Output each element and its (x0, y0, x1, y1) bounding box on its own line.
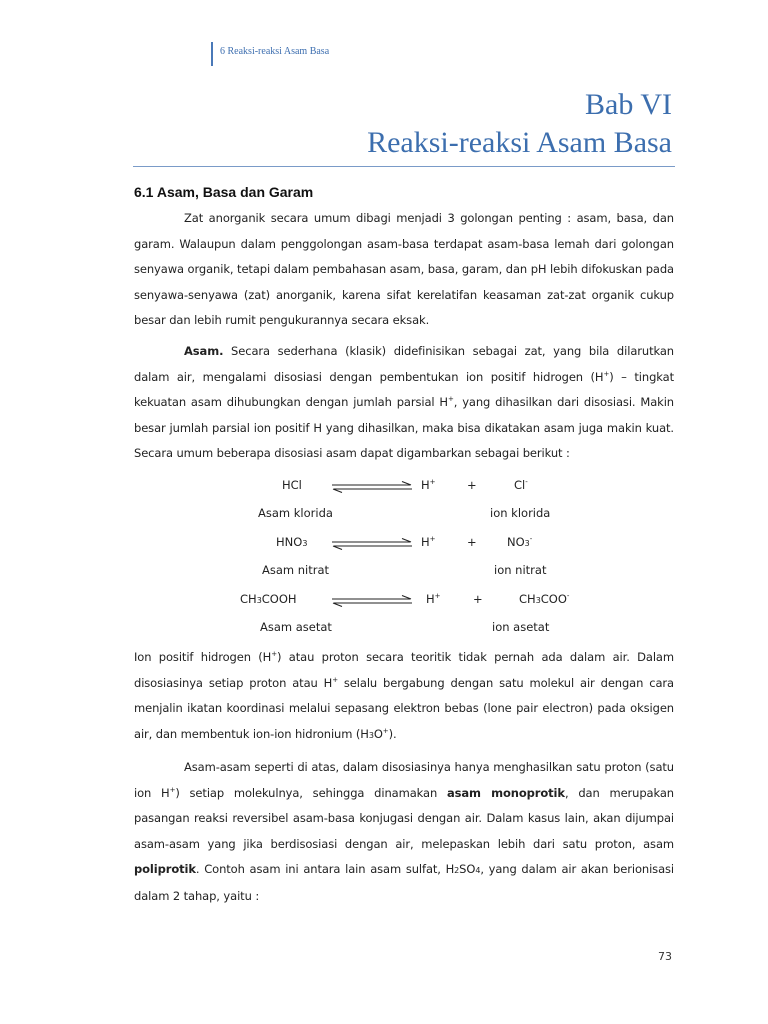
formula-part: CH (240, 592, 257, 606)
text-run: , dan merupakan pasangan reaksi reversibel asam-basa konjugasi dengan air. Dalam kasus lain, akan dijumpai asam-asam yang jika berdisosiasi dengan air, melepaskan lebih dari satu proton, asam (134, 785, 675, 851)
text-run: selalu bergabung dengan satu molekul air dengan cara menjalin ikatan koordinasi melalui sepasang elektron bebas (lone pair electron) pada oksigen air, dan membentuk ion-ion hidronium (H (134, 675, 674, 741)
superscript: + (603, 369, 610, 378)
equilibrium-arrow-icon (330, 538, 414, 550)
text-run: SO (459, 862, 476, 876)
formula-part: HNO (276, 535, 303, 549)
charge: + (429, 478, 436, 487)
eq1-plus: + (467, 478, 477, 492)
eq1-anion-name: ion klorida (490, 506, 551, 520)
text-run: , yang dihasilkan dari disosiasi. Makin besar jumlah parsial ion positif H yang dihasilkan, maka bisa dikatakan asam juga makin kuat. Secara umum beberapa disosiasi asam dapat digambarkan sebagai berikut : (134, 395, 674, 460)
eq1-proton (421, 478, 436, 492)
subscript: 4 (475, 866, 481, 875)
equilibrium-arrow-icon (330, 481, 414, 493)
eq2-proton (421, 535, 436, 549)
section-heading: 6.1 Asam, Basa dan Garam (134, 184, 314, 200)
subscript: 3 (256, 596, 262, 605)
paragraph-monoprotik (134, 755, 674, 909)
charge: - (529, 535, 533, 544)
eq3-acid-name: Asam asetat (260, 620, 332, 634)
superscript: + (271, 650, 277, 659)
eq2-anion-name: ion nitrat (494, 563, 547, 577)
page-number: 73 (658, 950, 672, 963)
formula-part: CH (519, 592, 536, 606)
text-run: . Contoh asam ini antara lain asam sulfat, H (195, 862, 455, 876)
superscript: + (447, 395, 454, 404)
eq2-anion (507, 535, 532, 549)
text-run: Secara sederhana (klasik) didefinisikan sebagai zat, yang bila dilarutkan dalam air, mengalami disosiasi dengan pembentukan ion positif hidrogen (H (134, 344, 674, 384)
chapter-divider (133, 166, 675, 167)
paragraph-asam (134, 339, 674, 467)
text-run: ). (388, 726, 397, 741)
paragraph-ion-positif (134, 645, 674, 748)
eq2-plus: + (467, 535, 477, 549)
term-monoprotik: asam monoprotik (446, 785, 565, 800)
chapter-number: Bab VI (585, 88, 672, 121)
eq2-acid-name: Asam nitrat (262, 563, 330, 577)
text-run: O (373, 726, 383, 741)
charge: + (434, 592, 441, 601)
proton-symbol: H (426, 592, 435, 606)
formula-part: NO (507, 535, 525, 549)
superscript: + (382, 726, 389, 735)
paragraph-intro-text: Zat anorganik secara umum dibagi menjadi 3 golongan penting : asam, basa, dan garam. Walaupun dalam penggolongan asam-basa terdapat asam-basa lemah dari golongan senyawa organik, tetapi dalam pembahasan asam, basa, garam, dan pH lebih difokuskan pada senyawa-senyawa (zat) anorganik, karena sifat kerelatifan keasaman zat-zat organik cukup besar dan lebih rumit pengukurannya secara eksak. (134, 211, 674, 327)
eq1-acid: HCl (282, 478, 302, 492)
eq1-anion (514, 478, 528, 492)
charge: + (429, 535, 436, 544)
subscript: 2 (454, 866, 460, 875)
text-run: ) – tingkat kekuatan asam dihubungkan dengan jumlah parsial H (134, 369, 674, 409)
eq1-acid-name: Asam klorida (258, 506, 333, 520)
eq3-acid (240, 592, 297, 606)
charge: - (525, 478, 528, 487)
superscript: + (169, 785, 176, 794)
formula-part: COOH (261, 592, 297, 606)
eq2-acid (276, 535, 307, 549)
term-asam: Asam. (184, 344, 224, 358)
eq3-anion-name: ion asetat (492, 620, 550, 634)
eq3-proton (426, 592, 441, 606)
chapter-title: Reaksi-reaksi Asam Basa (367, 126, 672, 159)
term-poliprotik: poliprotik (134, 862, 196, 876)
anion-symbol: Cl (514, 478, 526, 492)
proton-symbol: H (421, 478, 430, 492)
charge: - (566, 592, 570, 601)
chapter-heading (367, 88, 672, 161)
text-run: , yang dalam air akan berionisasi dalam 2 tahap, yaitu : (134, 862, 674, 903)
text-run: Ion positif hidrogen (H (134, 650, 272, 664)
equilibrium-arrow-icon (330, 595, 414, 607)
subscript: 3 (368, 730, 374, 740)
eq3-anion (519, 592, 569, 606)
eq3-plus: + (473, 592, 483, 606)
superscript: + (332, 675, 338, 684)
running-head: 6 Reaksi-reaksi Asam Basa (211, 42, 329, 66)
text-run: Asam-asam seperti di atas, dalam disosiasinya hanya menghasilkan satu proton (satu ion H (134, 760, 674, 800)
text-run: ) setiap molekulnya, sehingga dinamakan (175, 785, 447, 800)
subscript: 3 (524, 539, 530, 548)
subscript: 3 (535, 596, 541, 605)
paragraph-intro (134, 206, 674, 334)
subscript: 3 (302, 539, 308, 548)
proton-symbol: H (421, 535, 430, 549)
formula-part: COO (540, 592, 567, 606)
text-run: ) atau proton secara teoritik tidak pernah ada dalam air. Dalam disosiasinya setiap proton atau H (134, 650, 674, 690)
